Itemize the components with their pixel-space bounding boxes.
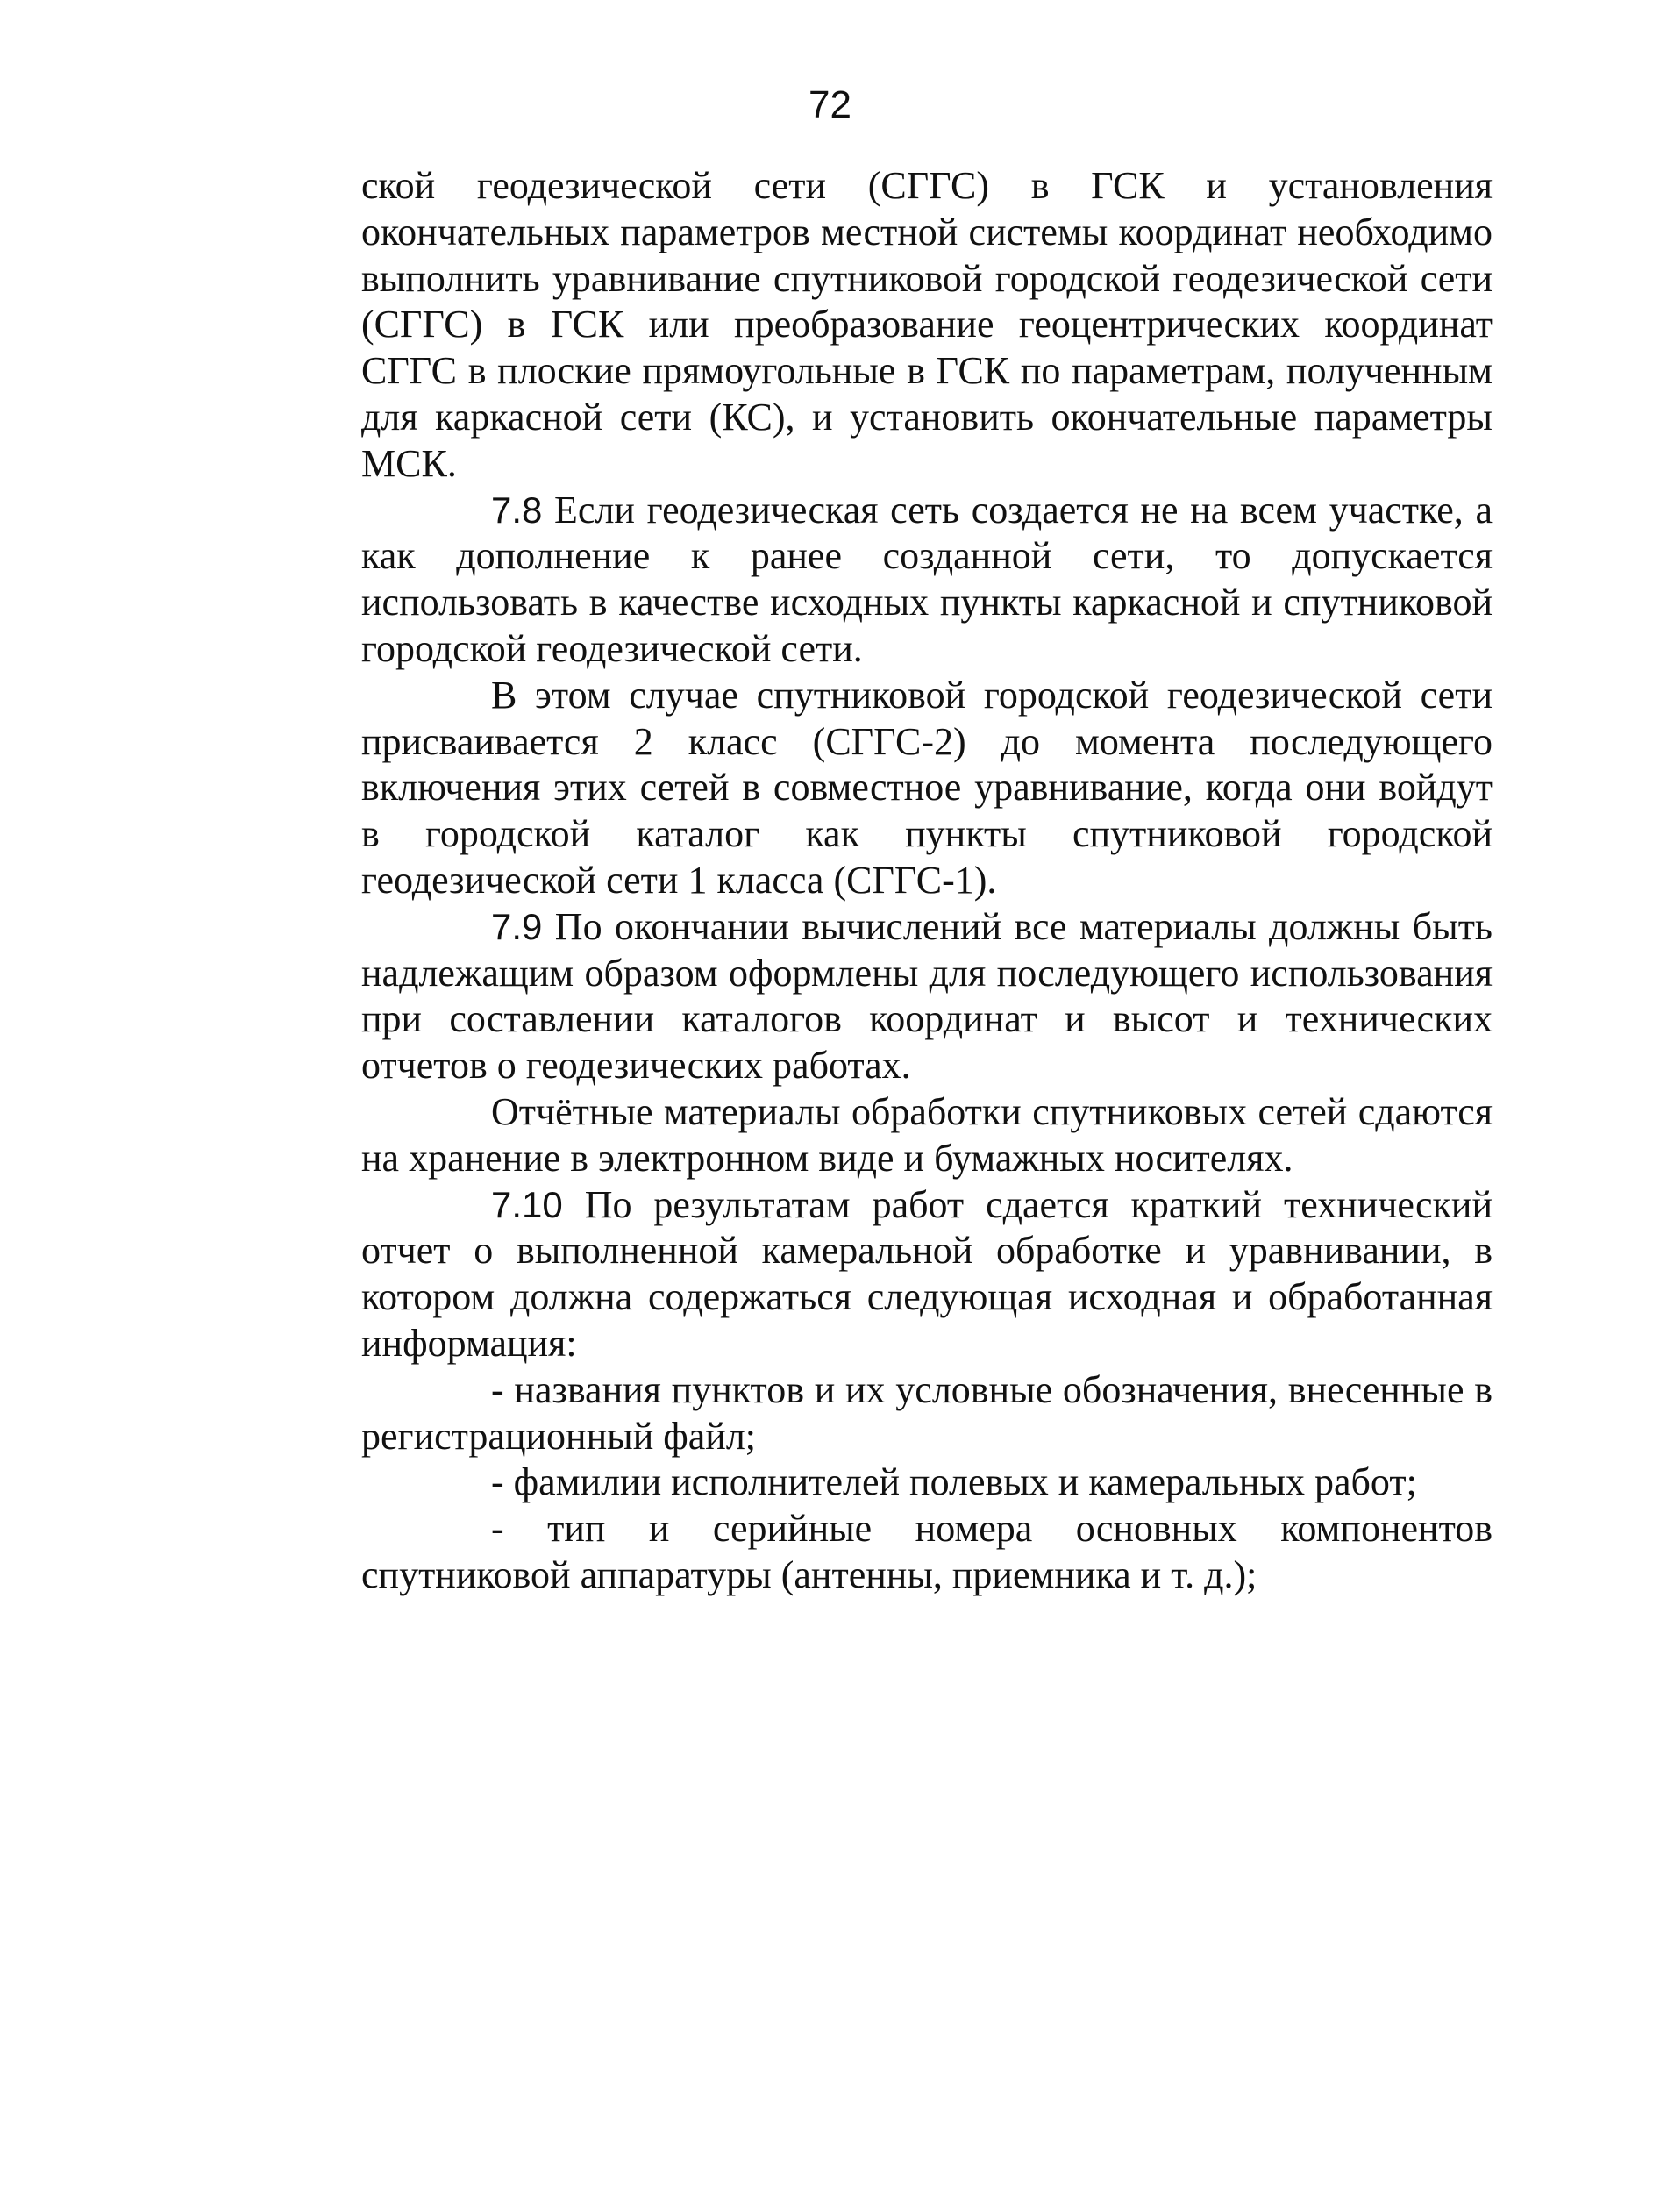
paragraph-text: В этом случае спутниковой городской геодезической сети присваивается 2 класс (СГГС-2) до момента последующего включения этих сетей в совместное уравнивание, когда они войдут в городской каталог как пункты спутниковой городской геодезической сети 1 класса (СГГС-1). xyxy=(361,673,1493,902)
page-number: 72 xyxy=(809,83,851,126)
paragraph-7-8 xyxy=(361,488,1493,673)
list-item xyxy=(361,1459,1493,1506)
paragraph xyxy=(361,673,1493,904)
paragraph-text: По окончании вычислений все материалы должны быть надлежащим образом оформлены для последующего использования при составлении каталогов координат и высот и технических отчетов о геодезических работах. xyxy=(361,904,1493,1088)
list-item xyxy=(361,1506,1493,1599)
paragraph-text: Если геодезическая сеть создается не на всем участке, а как дополнение к ранее созданной сети, то допускается использовать в качестве исходных пункты каркасной и спутниковой городской геодезической сети. xyxy=(361,488,1493,670)
list-item-text: - названия пунктов и их условные обозначения, внесенные в регистрационный файл; xyxy=(361,1367,1493,1458)
paragraph xyxy=(361,163,1493,488)
paragraph-text: Отчётные материалы обработки спутниковых сетей сдаются на хранение в электронном виде и бумажных носителях. xyxy=(361,1089,1493,1180)
list-item-text: - тип и серийные номера основных компонентов спутниковой аппаратуры (антенны, приемника и т. д.); xyxy=(361,1507,1493,1596)
paragraph-7-9 xyxy=(361,904,1493,1089)
section-number: 7.9 xyxy=(491,905,543,947)
paragraph-text: По результатам работ сдается краткий технический отчет о выполненной камеральной обработке и уравнивании, в котором должна содержаться следующая исходная и обработанная информация: xyxy=(361,1182,1493,1365)
section-number: 7.8 xyxy=(491,489,543,531)
paragraph-7-10 xyxy=(361,1182,1493,1367)
paragraph-text: ской геодезической сети (СГГС) в ГСК и установления окончательных параметров местной системы координат необходимо выполнить уравнивание спутниковой городской геодезической сети (СГГС) в ГСК или преобразование геоцентрических координат СГГС в плоские прямоугольные в ГСК по параметрам, полученным для каркасной сети (КС), и установить окончательные параметры МСК. xyxy=(361,164,1493,485)
list-item-text: - фамилии исполнителей полевых и камеральных работ; xyxy=(491,1460,1417,1504)
list-item xyxy=(361,1367,1493,1460)
paragraph xyxy=(361,1089,1493,1182)
section-number: 7.10 xyxy=(491,1183,563,1225)
document-body xyxy=(361,163,1493,1599)
